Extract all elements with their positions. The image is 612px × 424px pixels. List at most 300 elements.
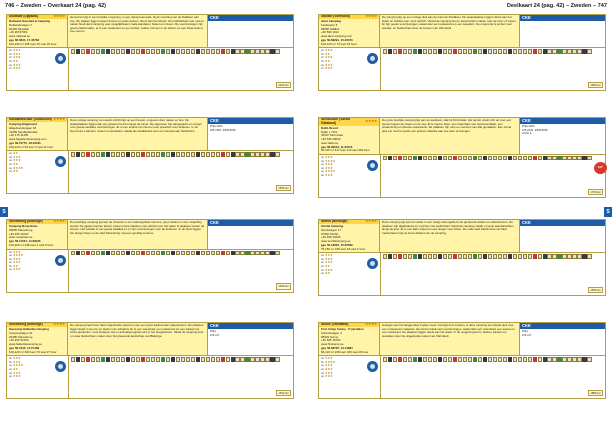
facility-icon: [141, 152, 145, 156]
address-line: 68633 Sunne: [321, 334, 339, 339]
facility-icon: [587, 357, 591, 361]
campsite-entry: [6, 219, 294, 293]
facility-icon: [557, 49, 561, 53]
campsite-name: Daftö Resort: [321, 126, 339, 130]
facility-icon: [562, 156, 566, 160]
facility-icon: [81, 357, 85, 361]
rating-row: [9, 268, 23, 272]
facility-icon: [528, 254, 532, 258]
rating-dots: ▪▪▪: [321, 370, 325, 375]
address-line: Kolsnäsvägen 4: [321, 331, 342, 335]
rating-stars: ★★★: [324, 370, 333, 375]
facility-icon: [448, 254, 452, 258]
rating-dots: ▪▪▪: [9, 356, 13, 361]
facility-icon: [166, 152, 170, 156]
facility-icon: [543, 156, 547, 160]
address-line: www.rullsand.se: [9, 34, 30, 39]
rating-stars: ★★★: [12, 62, 21, 67]
rating-stars: ★★: [324, 51, 331, 56]
entry-bottom: [6, 356, 294, 399]
facility-icon: [473, 254, 477, 258]
cke-details: [520, 329, 605, 338]
facility-icon: [166, 49, 170, 53]
facility-icon: [552, 254, 556, 258]
facility-icon: [538, 156, 542, 160]
place-name: Skutskär (Uppsala): [9, 14, 38, 19]
distance-label: 1960 km: [590, 83, 601, 88]
cke-details: [520, 226, 605, 228]
facility-icon: [438, 357, 442, 361]
facility-icon: [181, 251, 185, 255]
facility-icon: [543, 357, 547, 361]
campsite-description: [380, 117, 520, 155]
address-line: www.alevi-camping.com: [321, 34, 353, 39]
facility-icon: [186, 152, 190, 156]
facility-icon: [231, 152, 235, 156]
ratings-block: [7, 356, 69, 398]
facility-icon: [513, 357, 517, 361]
facility-icon: [265, 49, 269, 53]
description-text: Gelegen aan het langgerekte Fryken-meer omringd door bossen, is deze camping een ideale plek voor een ontspannen vakantie. Het terrein biedt veel voorzieningen, waaronder een zwembad, een sauna en een restaurant. De plaatsen liggen deels aan het water. In de omgeving kunt u fietsen, kanoën en wandelen door de uitgestrekte natuur van Värmland.: [382, 323, 515, 338]
facility-icon: [81, 152, 85, 156]
ratings-block: [7, 151, 69, 193]
facility-icon: [448, 49, 452, 53]
facility-icon: [91, 49, 95, 53]
cke-panel: [208, 14, 294, 48]
facility-icon: [388, 49, 392, 53]
facility-icon: [181, 152, 185, 156]
facility-icon: [106, 357, 110, 361]
page-header: [312, 0, 612, 13]
address-line: 29495 Sölvesborg: [9, 334, 33, 339]
address-line: Fastlandsv 5: [321, 23, 338, 27]
facility-icon: [191, 152, 195, 156]
rating-stars: ★★★: [12, 55, 21, 60]
entry-bottom: [6, 48, 294, 91]
description-text: Deze camping ligt aan het water in een rustig natuurgebied met glooiende weiden en eikenbossen. De plaatsen zijn afgebakend en voorzien van elektriciteit. Vanaf de camping maakt u mooie wandeltochten langs de kust. Er is een klein strand en een steiger voor boten. De oude stad Karlskrona met haar marinehaven ligt op korte afstand van de camping.: [382, 220, 514, 235]
cke-label: CKE: [520, 15, 605, 21]
facility-icon: [393, 156, 397, 160]
facility-icon: [146, 357, 150, 361]
price-line: 100-200 m² 338 toeri 2 vast 9 huur: [9, 242, 54, 247]
facility-icon: [518, 156, 522, 160]
facility-icon: [216, 251, 220, 255]
rating-stars: ★★★: [12, 356, 21, 361]
rating-dots: ▪▪▪: [321, 374, 325, 379]
right-page: [312, 0, 612, 424]
facility-icon: [557, 254, 561, 258]
rating-dots: ▪▪▪: [321, 367, 325, 371]
facility-icon: [156, 357, 160, 361]
facility-icon: [413, 357, 417, 361]
facility-icon: [508, 156, 512, 160]
facility-icon: [478, 357, 482, 361]
cke-details: [208, 124, 293, 133]
cke-line: Prijs: [522, 329, 528, 333]
facility-icon: [86, 357, 90, 361]
acsi-badge-icon: [367, 53, 378, 64]
cke-details: [520, 124, 605, 137]
facility-icon: [245, 49, 249, 53]
facility-icon: [582, 254, 586, 258]
facility-icon: [191, 251, 195, 255]
facility-icon: [121, 357, 125, 361]
rating-stars: ★★★: [12, 267, 21, 272]
cke-panel: [208, 219, 294, 250]
facility-icon: [463, 156, 467, 160]
facility-icon: [136, 357, 140, 361]
facility-icon: [146, 251, 150, 255]
facility-icon: [453, 49, 457, 53]
star-rating: ★★★★: [365, 14, 377, 19]
rating-stars: ★★★: [324, 363, 333, 368]
facility-icon: [383, 49, 387, 53]
facility-icon: [96, 251, 100, 255]
facility-icon: [255, 49, 259, 53]
rating-stars: ★★★: [324, 253, 333, 258]
description-text: De camping ligt op een rustige plek aan de rivier de Klarälven. De staanplaatsen liggen direct aan het water en hebben een mooi uitzicht. Vanuit de camping kunt u kanotochten maken over de rivier of vissen. Er zijn goede voorzieningen, waaronder een restaurant en een speeltuin. De omgeving is perfect voor wandel- en fietstochten door de bossen van Värmland.: [382, 15, 517, 30]
rating-dots: ▪▪▪: [9, 249, 13, 254]
facility-icon: [468, 357, 472, 361]
facility-icon: [562, 254, 566, 258]
facility-icons: [69, 48, 293, 90]
facility-icon: [428, 254, 432, 258]
facility-icon: [523, 254, 527, 258]
cke-label: CKE: [520, 118, 605, 124]
facility-icon: [498, 156, 502, 160]
facility-icon: [423, 254, 427, 258]
price-line: 100-120 m² 53 toeri 3 vast 11 huur: [9, 144, 54, 149]
facility-icon: [235, 251, 239, 255]
facility-icon: [275, 152, 279, 156]
facility-icon: [265, 251, 269, 255]
cke-details: [520, 21, 605, 23]
facility-icon: [458, 254, 462, 258]
facility-icons: [69, 356, 293, 398]
gps-coordinates: gps 58.90613, 11.20116: [321, 144, 353, 149]
facility-icon: [528, 357, 532, 361]
rating-row: [321, 174, 335, 178]
facility-icon: [443, 156, 447, 160]
gps-coordinates: gps 59.83705, 13.14884: [321, 345, 353, 350]
header-left: 746 – Zweden – Overkaart 24 (pag. 42): [5, 3, 107, 9]
facility-icon: [126, 49, 130, 53]
facility-icon: [383, 357, 387, 361]
facility-icon: [96, 152, 100, 156]
rating-stars: ★★: [324, 59, 331, 63]
place-name: Sölvesborg (Blekinge): [9, 219, 43, 224]
facility-icon: [240, 357, 244, 361]
facility-icon: [393, 254, 397, 258]
address-line: +46 455 43445: [321, 235, 341, 240]
rating-stars: ★★: [324, 271, 331, 276]
campsite-description: [380, 219, 520, 253]
price-line: 80-110 m² 238 toeri 180 vast 18 huur: [321, 349, 369, 354]
place-name: Ställbel (Värmland): [321, 14, 350, 19]
facility-icon: [518, 357, 522, 361]
rating-dots: ▪▪▪: [9, 51, 13, 56]
facility-icon: [567, 254, 571, 258]
facility-icon: [126, 251, 130, 255]
facility-icon: [533, 49, 537, 53]
facility-icon: [91, 152, 95, 156]
facility-icon: [523, 156, 527, 160]
facility-icon: [235, 49, 239, 53]
facility-icon: [418, 156, 422, 160]
rating-dots: ▪▪▪: [321, 172, 325, 177]
facility-icon: [498, 254, 502, 258]
ratings-block: [7, 48, 69, 90]
ratings-list: [9, 152, 23, 174]
facility-icon: [443, 49, 447, 53]
section-tab: S: [0, 207, 8, 217]
facility-icon: [572, 156, 576, 160]
facility-icon: [245, 251, 249, 255]
entry-bottom: [318, 155, 606, 198]
entry-top: [6, 14, 294, 48]
facility-icon: [408, 49, 412, 53]
facility-icon: [206, 49, 210, 53]
facility-icon: [443, 357, 447, 361]
facility-icon: [572, 254, 576, 258]
campsite-info: [318, 117, 380, 155]
facility-icon: [201, 49, 205, 53]
facility-icon: [151, 357, 155, 361]
facility-icon: [96, 49, 100, 53]
cke-details: [208, 226, 293, 228]
campsite-description: [380, 14, 520, 48]
rating-stars: ★★★: [12, 51, 21, 56]
facility-icon: [86, 251, 90, 255]
campsite-name: Alevi Camping: [321, 19, 342, 24]
rating-dots: ▪▪▪: [9, 253, 13, 258]
facility-icon: [121, 49, 125, 53]
address-line: +46 590 1012: [321, 30, 339, 35]
address-line: 31009 Sandlandsvikar: [9, 129, 38, 134]
facility-icon: [508, 357, 512, 361]
facility-icon: [226, 251, 230, 255]
cke-line: Prijs 20%: [210, 124, 223, 128]
facility-icon: [121, 152, 125, 156]
facility-icon: [413, 254, 417, 258]
facility-icon: [235, 152, 239, 156]
facility-icon: [265, 152, 269, 156]
entry-bottom: [318, 356, 606, 399]
price-line: 100-150 m² 205 toeri 15 vast 18 huur: [9, 41, 57, 46]
cke-panel: [208, 117, 294, 151]
address-line: 68050 Ställbel: [321, 26, 340, 31]
facility-icon: [383, 156, 387, 160]
facility-icon: [488, 254, 492, 258]
address-line: Daftö v 7151: [321, 129, 338, 134]
rating-stars: ★★★★: [324, 169, 336, 174]
facility-icon: [508, 254, 512, 258]
campsite-description: [68, 322, 208, 356]
facility-icon: [547, 49, 551, 53]
facility-icon: [186, 357, 190, 361]
facility-icon: [161, 152, 165, 156]
ratings-list: [321, 357, 335, 379]
address-line: +46 526 26040: [321, 137, 341, 142]
facility-icon: [171, 357, 175, 361]
campsite-info: [318, 14, 380, 48]
facility-icon: [567, 49, 571, 53]
star-rating: ★★★★: [53, 322, 65, 327]
facility-icon: [231, 251, 235, 255]
cke-line: 1/5-1/7: [210, 332, 220, 337]
rating-stars: ★★★: [12, 256, 21, 261]
campsite-info: [318, 219, 380, 253]
facility-icon: [438, 49, 442, 53]
facility-icon: [572, 49, 576, 53]
ratings-list: [9, 251, 23, 273]
place-name: Sunne (Värmland): [321, 322, 349, 327]
rating-stars: ★★★: [12, 374, 21, 379]
rating-stars: ★★: [12, 59, 19, 63]
distance-label: 1565 km: [590, 288, 601, 293]
rating-dots: ▪▪▪: [321, 55, 325, 60]
acsi-badge-icon: [55, 156, 66, 167]
facility-icon: [577, 357, 581, 361]
cke-panel: [520, 219, 606, 253]
facility-icon: [76, 251, 80, 255]
facility-icon: [86, 49, 90, 53]
campsite-name: First Camp Sunne - Fryksdalen: [321, 327, 364, 332]
facility-icon: [270, 152, 274, 156]
facility-icon: [388, 156, 392, 160]
place-bar: [319, 118, 379, 126]
campsite-info: [318, 322, 380, 356]
ratings-list: [321, 254, 333, 276]
rating-dots: ▪▪▪: [321, 356, 325, 361]
facility-icon: [493, 357, 497, 361]
facility-icon: [483, 357, 487, 361]
address-line: +46 26727001: [9, 30, 28, 35]
address-line: +46 456 52150: [9, 338, 29, 343]
facility-icon: [211, 251, 215, 255]
facility-icon: [403, 156, 407, 160]
facility-icon: [106, 251, 110, 255]
facility-icon: [408, 254, 412, 258]
facility-icon: [557, 357, 561, 361]
facility-icon: [513, 254, 517, 258]
facility-icon: [463, 357, 467, 361]
facility-icon: [216, 152, 220, 156]
facility-icon: [547, 357, 551, 361]
facility-icon: [577, 156, 581, 160]
facility-icon: [191, 49, 195, 53]
gps-coordinates: gps 56.11534, 14.68106: [9, 239, 41, 244]
star-rating: ★★★★: [53, 117, 65, 122]
facility-icon: [483, 156, 487, 160]
facility-icon: [398, 357, 402, 361]
ratings-list: [9, 49, 21, 71]
left-page: [0, 0, 300, 424]
facility-icon: [116, 357, 120, 361]
distance-label: 1875 km: [278, 186, 289, 191]
entry-top: [6, 117, 294, 151]
facility-icon: [488, 49, 492, 53]
facility-icon: [403, 357, 407, 361]
facility-icon: [131, 251, 135, 255]
address-line: www.storlidcamping.se: [321, 239, 351, 244]
entry-top: [318, 322, 606, 356]
address-line: www.firstcamp.se: [321, 342, 344, 347]
rating-stars: ★★★: [12, 66, 21, 71]
rating-stars: ★★★: [324, 356, 333, 361]
rating-stars: ★★★: [324, 256, 333, 261]
facility-icon: [126, 357, 130, 361]
facility-icon: [151, 152, 155, 156]
address-line: Idrottsvägen 17: [321, 228, 341, 232]
facility-icon: [587, 254, 591, 258]
description-text: Deze rustige camping met weids uitzicht ligt op een heuvel, omgeven door natuur en bos. De staanplaatsen liggen aan een glooiend terrein langs de oever. De eigenaren zijn aangenaam en zorgen voor goede sanitaire voorzieningen. Er is een strand met zand en een speeltuin voor kinderen. In de buurt kunt u kanoën, vissen en wandelen. Ideaal als uitvalsbasis voor een bezoek aan Stockholm.: [70, 118, 202, 133]
facility-icon: [111, 251, 115, 255]
facility-icon: [260, 152, 264, 156]
ratings-list: [9, 357, 23, 379]
facility-icon: [433, 49, 437, 53]
facility-icon: [533, 156, 537, 160]
campsite-entry: [318, 14, 606, 91]
facility-icon: [448, 156, 452, 160]
acsi-badge-icon: [55, 53, 66, 64]
facility-icon: [270, 357, 274, 361]
rating-stars: ★★★★: [324, 359, 336, 364]
facility-icon: [116, 152, 120, 156]
rating-dots: ▪▪▪: [9, 48, 13, 53]
facility-icon: [523, 49, 527, 53]
facility-icon: [136, 49, 140, 53]
facility-icon: [101, 49, 105, 53]
facility-icon: [383, 254, 387, 258]
facility-icon: [231, 357, 235, 361]
facility-icon: [393, 357, 397, 361]
facility-icon: [221, 49, 225, 53]
facility-icon: [240, 251, 244, 255]
facility-icon: [498, 357, 502, 361]
cke-panel: [520, 322, 606, 356]
rating-dots: ▪▪▪: [9, 374, 13, 379]
facility-icon: [473, 357, 477, 361]
description-text: De grote bosrijke camping ligt aan de westkust, vlak bij Strömstad. Het terrein strekt zich uit over een heuvel tussen de rotsen en de zee. Er is veel te doen: een zwembad, een avonturenbaan, een piratenschip en diverse restaurants. De plaatsen zijn ruim en voorzien van alle gemakken. Een prima plek om met het gezin een actieve vakantie aan zee door te brengen.: [382, 118, 512, 133]
gps-coordinates: gps 59.51775, 18.40195: [9, 140, 41, 145]
facility-icon: [76, 152, 80, 156]
campsite-description: [380, 322, 520, 356]
facility-icon: [533, 357, 537, 361]
rating-stars: ★★★★: [12, 363, 24, 368]
facility-icon: [428, 156, 432, 160]
acsi-badge-icon: [367, 258, 378, 269]
facility-icon: [176, 49, 180, 53]
page-header: [0, 0, 300, 13]
rating-dots: ▪▪▪: [9, 367, 13, 371]
entry-top: [318, 14, 606, 48]
rating-stars: ★★: [12, 367, 19, 371]
facility-icon: [275, 357, 279, 361]
entry-top: [6, 322, 294, 356]
facility-icon: [488, 156, 492, 160]
facility-icon: [418, 254, 422, 258]
facility-icon: [146, 152, 150, 156]
facility-icon: [176, 251, 180, 255]
place-name: Stellsundet (Västra Götaland): [321, 117, 350, 125]
facility-icon: [91, 251, 95, 255]
rating-dots: ▪▪▪: [9, 370, 13, 375]
facility-icon: [478, 254, 482, 258]
gps-coordinates: gps 56.18604, 15.63599: [321, 242, 353, 247]
address-line: 29665 Sölvesborg: [9, 228, 33, 232]
campsite-description: [68, 117, 208, 151]
